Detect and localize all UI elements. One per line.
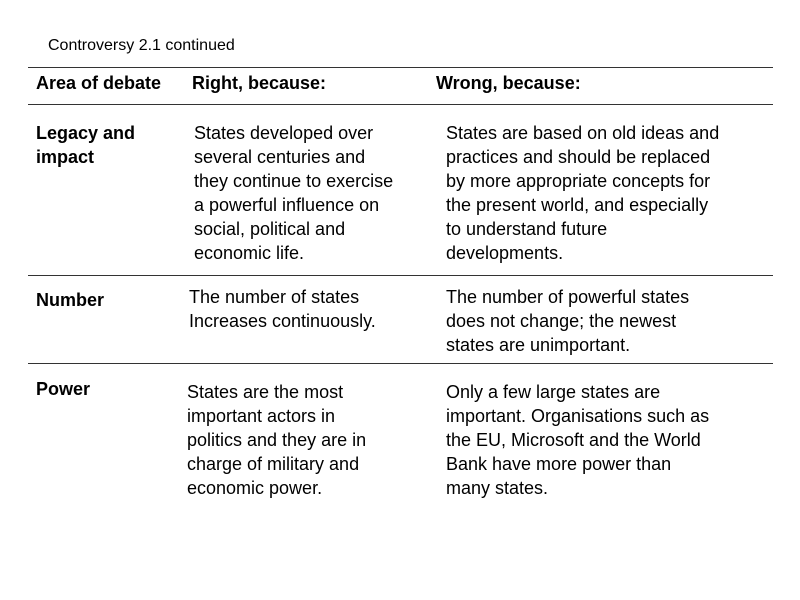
row-wrong-number: The number of powerful states does not change; the newest states are unimportant.	[446, 287, 690, 355]
row-right-power: States are the most important actors in politics and they are in charge of military and economic power.	[187, 382, 367, 498]
header-wrong-because: Wrong, because:	[436, 73, 581, 93]
row-wrong-legacy-impact: States are based on old ideas and practices and should be replaced by more appropriate concepts for the present world, and especially to understand future developments.	[446, 123, 720, 263]
header-divider-rule	[28, 104, 773, 105]
row-right-legacy-impact: States developed over several centuries and they continue to exercise a powerful influence on social, political and economic life.	[194, 123, 394, 263]
header-area-of-debate: Area of debate	[36, 73, 162, 93]
row-divider-rule	[28, 363, 773, 364]
row-area-number: Number	[36, 290, 105, 310]
slide-title: Controversy 2.1 continued	[48, 37, 235, 54]
row-wrong-power: Only a few large states are important. Organisations such as the EU, Microsoft and the World Bank have more power than many states.	[446, 382, 710, 498]
row-right-number: The number of states Increases continuously.	[189, 287, 376, 331]
header-right-because: Right, because:	[192, 73, 327, 93]
row-area-power: Power	[36, 379, 91, 399]
row-divider-rule	[28, 275, 773, 276]
table-top-rule	[28, 67, 773, 68]
row-area-legacy-impact: Legacy and impact	[36, 123, 136, 167]
